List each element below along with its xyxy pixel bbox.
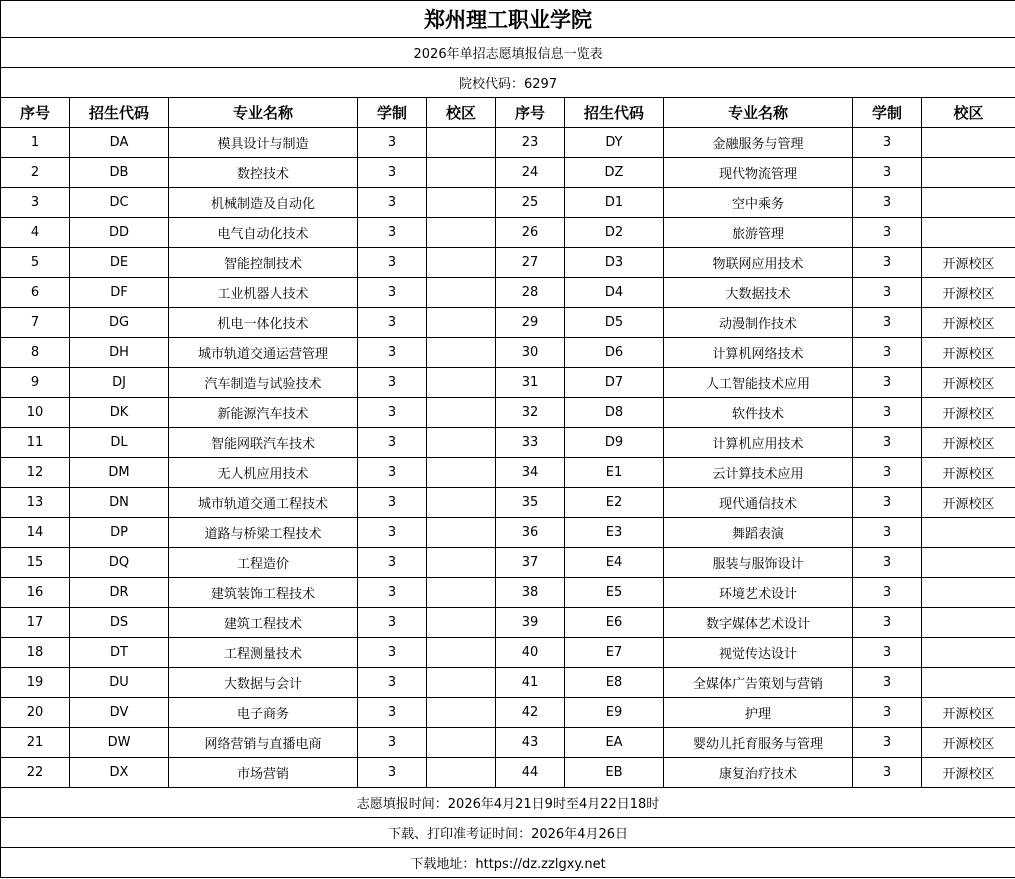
cell-seq: 3 xyxy=(1,188,70,218)
cell-code: DC xyxy=(70,188,169,218)
cell-seq: 24 xyxy=(496,158,565,188)
cell-campus xyxy=(427,128,496,158)
cell-code: DL xyxy=(70,428,169,458)
cell-seq: 17 xyxy=(1,608,70,638)
cell-major: 新能源汽车技术 xyxy=(169,398,358,428)
cell-years: 3 xyxy=(853,218,922,248)
cell-years: 3 xyxy=(358,398,427,428)
cell-code: D7 xyxy=(565,368,664,398)
cell-seq: 2 xyxy=(1,158,70,188)
cell-seq: 5 xyxy=(1,248,70,278)
cell-years: 3 xyxy=(853,128,922,158)
cell-campus xyxy=(427,608,496,638)
table-row xyxy=(1,548,1015,578)
cell-campus: 开源校区 xyxy=(922,338,1015,368)
table-row xyxy=(1,398,1015,428)
cell-seq: 35 xyxy=(496,488,565,518)
cell-code: D4 xyxy=(565,278,664,308)
cell-major: 工程测量技术 xyxy=(169,638,358,668)
cell-major: 智能网联汽车技术 xyxy=(169,428,358,458)
cell-years: 3 xyxy=(358,758,427,788)
cell-seq: 23 xyxy=(496,128,565,158)
cell-years: 3 xyxy=(853,428,922,458)
cell-major: 软件技术 xyxy=(664,398,853,428)
cell-campus xyxy=(427,158,496,188)
cell-campus xyxy=(427,668,496,698)
cell-major: 网络营销与直播电商 xyxy=(169,728,358,758)
cell-campus xyxy=(922,128,1015,158)
cell-campus xyxy=(427,758,496,788)
cell-campus xyxy=(427,188,496,218)
cell-major: 市场营销 xyxy=(169,758,358,788)
cell-code: DU xyxy=(70,668,169,698)
cell-campus: 开源校区 xyxy=(922,428,1015,458)
cell-years: 3 xyxy=(358,638,427,668)
cell-years: 3 xyxy=(358,668,427,698)
cell-campus xyxy=(922,218,1015,248)
cell-code: EB xyxy=(565,758,664,788)
cell-major: 工业机器人技术 xyxy=(169,278,358,308)
cell-seq: 14 xyxy=(1,518,70,548)
table-row xyxy=(1,758,1015,788)
table-row xyxy=(1,248,1015,278)
header-major: 专业名称 xyxy=(169,98,358,128)
cell-code: DM xyxy=(70,458,169,488)
header-years: 学制 xyxy=(358,98,427,128)
cell-campus: 开源校区 xyxy=(922,248,1015,278)
header-campus: 校区 xyxy=(922,98,1015,128)
cell-years: 3 xyxy=(853,458,922,488)
cell-years: 3 xyxy=(853,728,922,758)
table-row xyxy=(1,578,1015,608)
header-seq: 序号 xyxy=(1,98,70,128)
cell-code: D3 xyxy=(565,248,664,278)
cell-seq: 36 xyxy=(496,518,565,548)
header-years: 学制 xyxy=(853,98,922,128)
cell-seq: 21 xyxy=(1,728,70,758)
cell-code: DT xyxy=(70,638,169,668)
cell-code: E8 xyxy=(565,668,664,698)
cell-seq: 42 xyxy=(496,698,565,728)
cell-major: 工程造价 xyxy=(169,548,358,578)
cell-seq: 18 xyxy=(1,638,70,668)
cell-campus: 开源校区 xyxy=(922,488,1015,518)
fill-time: 志愿填报时间：2026年4月21日9时至4月22日18时 xyxy=(1,788,1015,818)
cell-campus xyxy=(427,458,496,488)
cell-seq: 40 xyxy=(496,638,565,668)
cell-code: E3 xyxy=(565,518,664,548)
cell-campus xyxy=(427,218,496,248)
cell-seq: 12 xyxy=(1,458,70,488)
cell-code: D2 xyxy=(565,218,664,248)
cell-campus xyxy=(427,308,496,338)
cell-seq: 34 xyxy=(496,458,565,488)
cell-years: 3 xyxy=(358,458,427,488)
cell-years: 3 xyxy=(358,158,427,188)
header-row xyxy=(1,98,1015,128)
cell-years: 3 xyxy=(358,188,427,218)
cell-seq: 20 xyxy=(1,698,70,728)
cell-seq: 26 xyxy=(496,218,565,248)
table-row xyxy=(1,218,1015,248)
cell-campus xyxy=(922,518,1015,548)
cell-code: DN xyxy=(70,488,169,518)
cell-campus xyxy=(427,698,496,728)
cell-major: 无人机应用技术 xyxy=(169,458,358,488)
cell-seq: 27 xyxy=(496,248,565,278)
cell-seq: 22 xyxy=(1,758,70,788)
cell-campus xyxy=(427,428,496,458)
cell-code: DW xyxy=(70,728,169,758)
cell-code: EA xyxy=(565,728,664,758)
cell-seq: 8 xyxy=(1,338,70,368)
cell-seq: 29 xyxy=(496,308,565,338)
cell-code: E2 xyxy=(565,488,664,518)
cell-campus xyxy=(922,158,1015,188)
cell-campus: 开源校区 xyxy=(922,728,1015,758)
cell-years: 3 xyxy=(853,578,922,608)
cell-campus xyxy=(922,638,1015,668)
table-row xyxy=(1,188,1015,218)
cell-major: 视觉传达设计 xyxy=(664,638,853,668)
cell-major: 大数据技术 xyxy=(664,278,853,308)
cell-seq: 10 xyxy=(1,398,70,428)
cell-major: 服装与服饰设计 xyxy=(664,548,853,578)
cell-campus xyxy=(427,728,496,758)
cell-seq: 16 xyxy=(1,578,70,608)
cell-campus xyxy=(427,278,496,308)
cell-years: 3 xyxy=(358,278,427,308)
cell-years: 3 xyxy=(358,308,427,338)
table-row xyxy=(1,458,1015,488)
cell-years: 3 xyxy=(358,218,427,248)
table-row xyxy=(1,638,1015,668)
cell-seq: 25 xyxy=(496,188,565,218)
cell-code: DZ xyxy=(565,158,664,188)
cell-campus: 开源校区 xyxy=(922,698,1015,728)
table-row xyxy=(1,368,1015,398)
cell-years: 3 xyxy=(853,398,922,428)
cell-code: DB xyxy=(70,158,169,188)
cell-campus xyxy=(427,248,496,278)
download-url: 下载地址：https://dz.zzlgxy.net xyxy=(1,848,1015,878)
header-code: 招生代码 xyxy=(70,98,169,128)
cell-major: 机械制造及自动化 xyxy=(169,188,358,218)
cell-code: D9 xyxy=(565,428,664,458)
cell-years: 3 xyxy=(853,188,922,218)
cell-years: 3 xyxy=(358,338,427,368)
cell-years: 3 xyxy=(358,578,427,608)
cell-major: 物联网应用技术 xyxy=(664,248,853,278)
header-code: 招生代码 xyxy=(565,98,664,128)
cell-campus: 开源校区 xyxy=(922,308,1015,338)
cell-major: 模具设计与制造 xyxy=(169,128,358,158)
cell-major: 婴幼儿托育服务与管理 xyxy=(664,728,853,758)
cell-code: E1 xyxy=(565,458,664,488)
cell-code: E6 xyxy=(565,608,664,638)
cell-major: 电气自动化技术 xyxy=(169,218,358,248)
cell-years: 3 xyxy=(853,248,922,278)
cell-years: 3 xyxy=(358,548,427,578)
cell-campus xyxy=(427,368,496,398)
cell-major: 大数据与会计 xyxy=(169,668,358,698)
cell-major: 汽车制造与试验技术 xyxy=(169,368,358,398)
cell-years: 3 xyxy=(358,518,427,548)
cell-years: 3 xyxy=(358,128,427,158)
cell-major: 道路与桥梁工程技术 xyxy=(169,518,358,548)
cell-major: 空中乘务 xyxy=(664,188,853,218)
cell-code: D1 xyxy=(565,188,664,218)
cell-major: 现代通信技术 xyxy=(664,488,853,518)
cell-major: 机电一体化技术 xyxy=(169,308,358,338)
cell-years: 3 xyxy=(853,488,922,518)
cell-seq: 37 xyxy=(496,548,565,578)
print-time: 下载、打印准考证时间：2026年4月26日 xyxy=(1,818,1015,848)
cell-code: D5 xyxy=(565,308,664,338)
cell-seq: 33 xyxy=(496,428,565,458)
cell-major: 金融服务与管理 xyxy=(664,128,853,158)
cell-years: 3 xyxy=(853,638,922,668)
cell-campus xyxy=(427,548,496,578)
table-row xyxy=(1,278,1015,308)
cell-years: 3 xyxy=(358,698,427,728)
cell-years: 3 xyxy=(853,308,922,338)
cell-major: 城市轨道交通工程技术 xyxy=(169,488,358,518)
school-code: 院校代码：6297 xyxy=(1,68,1015,98)
cell-code: D8 xyxy=(565,398,664,428)
cell-years: 3 xyxy=(358,248,427,278)
cell-years: 3 xyxy=(853,338,922,368)
cell-major: 护理 xyxy=(664,698,853,728)
cell-years: 3 xyxy=(853,368,922,398)
cell-major: 云计算技术应用 xyxy=(664,458,853,488)
cell-code: DS xyxy=(70,608,169,638)
cell-major: 康复治疗技术 xyxy=(664,758,853,788)
cell-seq: 28 xyxy=(496,278,565,308)
header-seq: 序号 xyxy=(496,98,565,128)
cell-campus xyxy=(922,188,1015,218)
table-row xyxy=(1,428,1015,458)
header-major: 专业名称 xyxy=(664,98,853,128)
cell-years: 3 xyxy=(853,698,922,728)
table-row xyxy=(1,728,1015,758)
cell-years: 3 xyxy=(853,758,922,788)
page-title: 郑州理工职业学院 xyxy=(1,1,1015,38)
cell-code: DV xyxy=(70,698,169,728)
cell-seq: 7 xyxy=(1,308,70,338)
page-subtitle: 2026年单招志愿填报信息一览表 xyxy=(1,38,1015,68)
cell-seq: 41 xyxy=(496,668,565,698)
cell-years: 3 xyxy=(358,488,427,518)
cell-major: 计算机应用技术 xyxy=(664,428,853,458)
cell-campus xyxy=(427,518,496,548)
cell-years: 3 xyxy=(853,158,922,188)
cell-code: D6 xyxy=(565,338,664,368)
cell-campus xyxy=(427,638,496,668)
cell-campus xyxy=(427,488,496,518)
cell-code: DD xyxy=(70,218,169,248)
table-row xyxy=(1,128,1015,158)
cell-seq: 9 xyxy=(1,368,70,398)
table-row xyxy=(1,698,1015,728)
cell-major: 环境艺术设计 xyxy=(664,578,853,608)
cell-campus xyxy=(427,398,496,428)
cell-campus xyxy=(427,578,496,608)
cell-campus xyxy=(922,668,1015,698)
cell-seq: 1 xyxy=(1,128,70,158)
cell-major: 城市轨道交通运营管理 xyxy=(169,338,358,368)
cell-major: 电子商务 xyxy=(169,698,358,728)
cell-major: 舞蹈表演 xyxy=(664,518,853,548)
cell-seq: 44 xyxy=(496,758,565,788)
cell-code: DE xyxy=(70,248,169,278)
cell-code: DP xyxy=(70,518,169,548)
cell-code: DQ xyxy=(70,548,169,578)
cell-seq: 4 xyxy=(1,218,70,248)
cell-code: DR xyxy=(70,578,169,608)
cell-years: 3 xyxy=(358,368,427,398)
cell-years: 3 xyxy=(853,278,922,308)
cell-seq: 31 xyxy=(496,368,565,398)
cell-campus: 开源校区 xyxy=(922,278,1015,308)
cell-campus xyxy=(427,338,496,368)
cell-major: 智能控制技术 xyxy=(169,248,358,278)
cell-seq: 15 xyxy=(1,548,70,578)
cell-campus xyxy=(922,548,1015,578)
table-row xyxy=(1,308,1015,338)
cell-major: 动漫制作技术 xyxy=(664,308,853,338)
cell-years: 3 xyxy=(853,548,922,578)
cell-seq: 6 xyxy=(1,278,70,308)
cell-major: 现代物流管理 xyxy=(664,158,853,188)
cell-campus: 开源校区 xyxy=(922,758,1015,788)
cell-code: DG xyxy=(70,308,169,338)
cell-seq: 38 xyxy=(496,578,565,608)
cell-major: 数字媒体艺术设计 xyxy=(664,608,853,638)
cell-code: E5 xyxy=(565,578,664,608)
cell-years: 3 xyxy=(853,608,922,638)
table-row xyxy=(1,668,1015,698)
cell-seq: 30 xyxy=(496,338,565,368)
cell-code: DF xyxy=(70,278,169,308)
header-campus: 校区 xyxy=(427,98,496,128)
cell-code: DX xyxy=(70,758,169,788)
table-row xyxy=(1,338,1015,368)
table-row xyxy=(1,518,1015,548)
cell-years: 3 xyxy=(853,668,922,698)
cell-major: 人工智能技术应用 xyxy=(664,368,853,398)
cell-major: 旅游管理 xyxy=(664,218,853,248)
cell-seq: 32 xyxy=(496,398,565,428)
cell-seq: 11 xyxy=(1,428,70,458)
cell-major: 计算机网络技术 xyxy=(664,338,853,368)
table-row xyxy=(1,488,1015,518)
cell-code: DH xyxy=(70,338,169,368)
cell-major: 建筑装饰工程技术 xyxy=(169,578,358,608)
cell-code: DY xyxy=(565,128,664,158)
cell-major: 数控技术 xyxy=(169,158,358,188)
cell-code: E9 xyxy=(565,698,664,728)
table-row xyxy=(1,608,1015,638)
cell-years: 3 xyxy=(358,608,427,638)
cell-major: 建筑工程技术 xyxy=(169,608,358,638)
cell-campus: 开源校区 xyxy=(922,458,1015,488)
cell-campus: 开源校区 xyxy=(922,368,1015,398)
cell-seq: 13 xyxy=(1,488,70,518)
table-row xyxy=(1,158,1015,188)
cell-code: DJ xyxy=(70,368,169,398)
cell-code: DA xyxy=(70,128,169,158)
cell-years: 3 xyxy=(853,518,922,548)
cell-campus: 开源校区 xyxy=(922,398,1015,428)
cell-code: E7 xyxy=(565,638,664,668)
cell-seq: 39 xyxy=(496,608,565,638)
cell-code: E4 xyxy=(565,548,664,578)
cell-campus xyxy=(922,578,1015,608)
cell-seq: 43 xyxy=(496,728,565,758)
cell-seq: 19 xyxy=(1,668,70,698)
cell-years: 3 xyxy=(358,728,427,758)
cell-major: 全媒体广告策划与营销 xyxy=(664,668,853,698)
cell-campus xyxy=(922,608,1015,638)
cell-code: DK xyxy=(70,398,169,428)
cell-years: 3 xyxy=(358,428,427,458)
